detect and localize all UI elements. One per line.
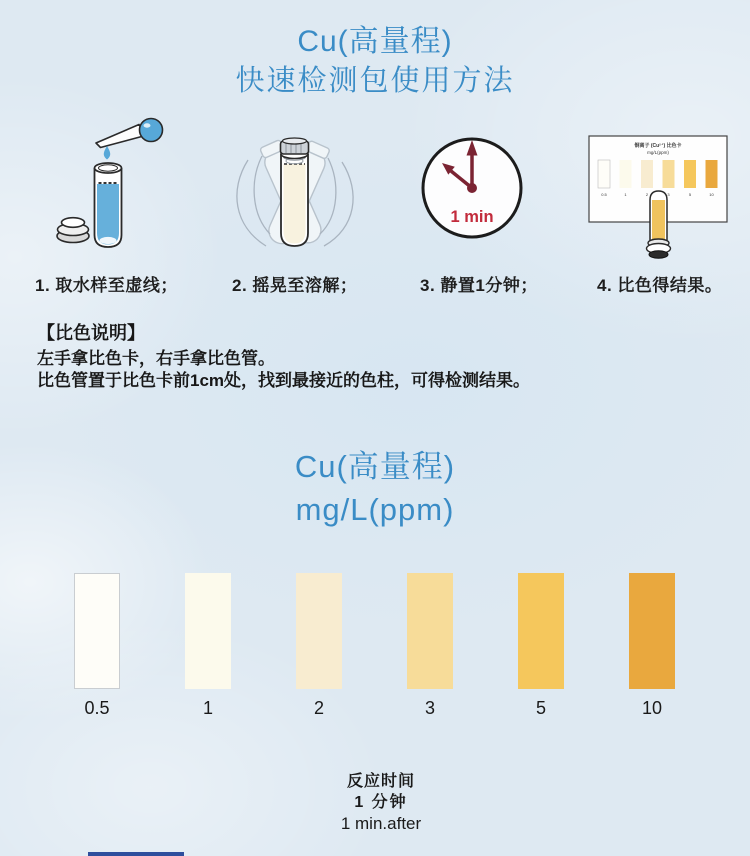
swatch-cell-2 [296, 573, 342, 719]
screw-cap [281, 138, 309, 154]
comparison-note [30, 322, 530, 392]
color-swatch [185, 573, 231, 689]
swatch-cell-0.5 [74, 573, 120, 719]
water-fill [97, 184, 119, 245]
dropper [96, 119, 163, 148]
step-3-caption: 3. 静置1分钟； [420, 276, 538, 295]
sample-fill [652, 200, 665, 242]
swatch-cell-3 [407, 573, 453, 719]
card-title: 铜离子 (Cu²⁺) 比色卡 [634, 143, 682, 149]
swatch-value: 5 [535, 698, 546, 718]
page-title-line1: Cu(高量程) [297, 25, 453, 58]
swatch-cell-1 [185, 573, 231, 719]
comparison-note-line1: 左手拿比色卡，右手拿比色管。 [37, 349, 275, 368]
color-scale-title-line2: mg/L(ppm) [295, 492, 455, 527]
reaction-time-cn: 1 分钟 [354, 794, 408, 811]
swatch-value: 10 [641, 698, 663, 718]
step-4-caption: 4. 比色得结果。 [597, 276, 723, 295]
svg-text:3: 3 [667, 192, 670, 197]
color-scale [74, 573, 675, 719]
shaking-tube-icon [212, 116, 392, 264]
color-swatch [407, 573, 453, 689]
color-scale-title [0, 448, 750, 529]
swatch-cell-5 [518, 573, 564, 719]
comparison-note-heading: 【比色说明】 [37, 323, 145, 343]
reaction-time-note [6, 771, 750, 834]
comparison-note-line2: 比色管置于比色卡前1cm处，找到最接近的色柱，可得检测结果。 [37, 371, 531, 390]
clock-label: 1 min [450, 208, 494, 226]
water-drop [104, 146, 110, 160]
svg-text:10: 10 [709, 192, 714, 197]
color-swatch [629, 573, 675, 689]
dropper-bulb [140, 119, 163, 142]
svg-text:2: 2 [645, 192, 649, 197]
step-1-caption: 1. 取水样至虚线； [35, 276, 178, 295]
step-2-caption: 2. 摇晃至溶解； [232, 276, 358, 295]
reaction-time-en: 1 min.after [340, 814, 422, 833]
svg-text:0.5: 0.5 [601, 192, 607, 197]
test-tube [95, 163, 122, 247]
reagent-fill [284, 164, 306, 244]
dropper-into-tube-icon [30, 116, 210, 264]
color-swatch [518, 573, 564, 689]
color-scale-title-line1: Cu(高量程) [294, 449, 456, 484]
color-swatch [296, 573, 342, 689]
swatch-value: 0.5 [84, 698, 110, 718]
capped-test-tube [281, 138, 309, 246]
timer-clock-icon [398, 116, 568, 264]
tube-cap [57, 218, 89, 243]
color-card-with-tube-icon [578, 116, 750, 266]
reaction-time-label: 反应时间 [346, 773, 415, 790]
swatch-value: 3 [424, 698, 435, 718]
swatch-value: 1 [202, 698, 213, 718]
page-title [0, 24, 750, 99]
page-title-line2: 快速检测包使用方法 [235, 65, 515, 97]
card-subtitle: mg/L(ppm) [647, 150, 669, 155]
swatch-cell-10 [629, 573, 675, 719]
svg-text:5: 5 [688, 192, 692, 197]
swatch-value: 2 [313, 698, 324, 718]
svg-text:1: 1 [624, 192, 627, 197]
comparison-tube [647, 191, 671, 258]
color-swatch [74, 573, 120, 689]
next-section-edge [88, 852, 184, 856]
